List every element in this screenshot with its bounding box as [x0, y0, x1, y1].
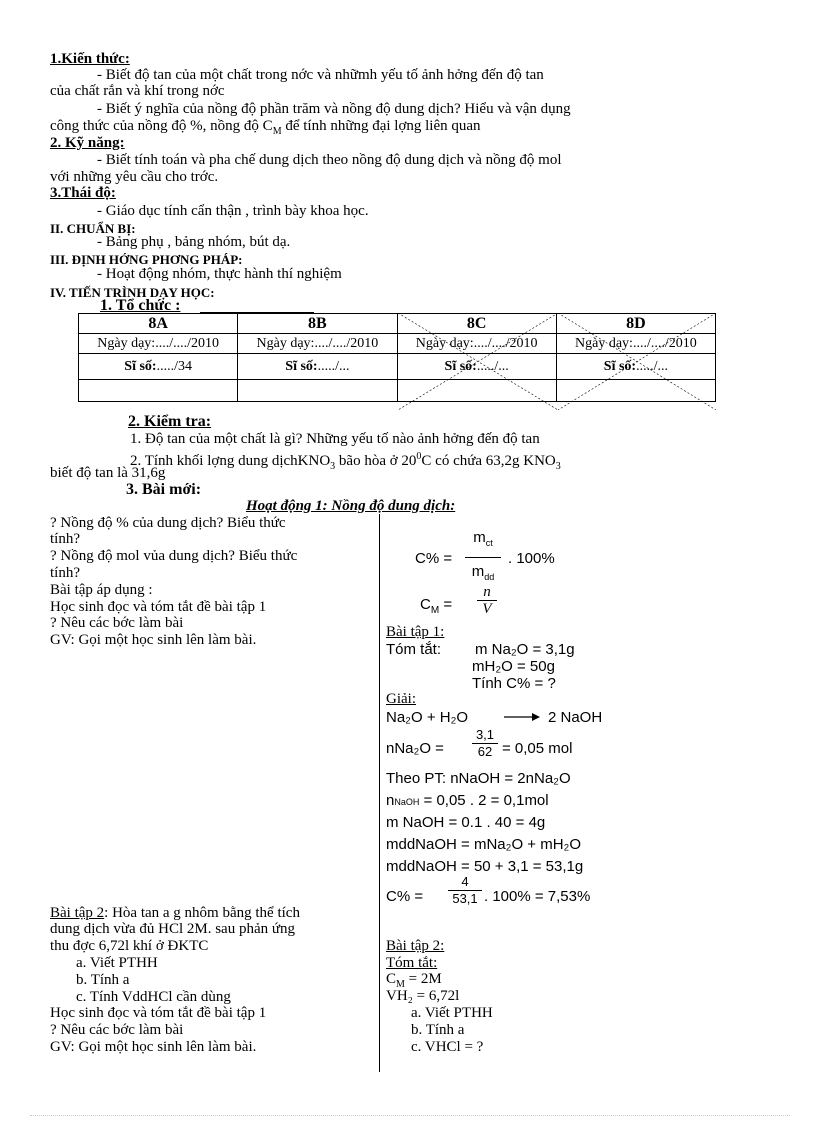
bt2-title: Bài tập 2: — [386, 938, 445, 954]
kiem-tra-title: 2. Kiểm tra: — [128, 413, 212, 430]
class-siso-cell: Sĩ số:...../... — [238, 354, 397, 380]
class-siso-cell: Sĩ số:...../... — [397, 354, 556, 380]
class-date-cell: Ngày dạy:..../..../2010 — [397, 334, 556, 354]
result-fraction: $\frac{4}{53,1}$ — [448, 874, 482, 907]
left-bt2-item: a. Viết PTHH — [76, 955, 158, 971]
left-text: GV: Gọi một học sinh lên làm bài. — [50, 1039, 257, 1055]
solution-line: mddNaOH = 50 + 3,1 = 53,1g — [386, 858, 584, 875]
bt2-given: $C_M = 2M$ — [386, 971, 442, 990]
class-siso-cell: Sĩ số:...../34 — [79, 354, 238, 380]
formula-cm-fraction: $\frac{n}{V}$ — [477, 584, 497, 617]
left-bt2-item: c. Tính VddHCl cần dùng — [76, 989, 231, 1005]
mol-na2o-right: = 0,05 mol — [502, 740, 573, 757]
left-text: ? Nêu các bớc làm bài — [50, 615, 184, 631]
class-name-cell: 8D — [556, 314, 715, 334]
solution-line: m NaOH = 0.1 . 40 = 4g — [386, 814, 546, 831]
kiem-tra-question: 1. Độ tan của một chất là gì? Những yếu tố nào ảnh hởng đến độ tan — [130, 431, 540, 447]
bt2-item: b. Tính a — [411, 1022, 465, 1038]
left-text: Học sinh đọc và tóm tắt đề bài tập 1 — [50, 1005, 267, 1021]
kien-thuc-line: - Biết ý nghĩa của nồng độ phần trăm và nồng độ dung dịch? Hiểu và vận dụng — [97, 101, 571, 117]
class-date-cell: Ngày dạy:..../..../2010 — [556, 334, 715, 354]
thai-do-line: - Giáo dục tính cẩn thận , trình bày khoa học. — [97, 203, 369, 219]
section-chuan-bi-title: II. CHUẨN BỊ: — [50, 221, 136, 236]
solution-line: nNaOH = 0,05 . 2 = 0,1mol — [386, 792, 549, 809]
section-ky-nang-title: 2. Kỹ năng: — [50, 135, 125, 151]
solution-line: mddNaOH = mNa₂O + mH₂O — [386, 836, 582, 853]
reaction-product: 2 NaOH — [548, 709, 603, 726]
left-bt2-item: b. Tính a — [76, 972, 130, 988]
phuong-phap-line: - Hoạt động nhóm, thực hành thí nghiệm — [97, 266, 342, 282]
formula-cpct-left: C% = — [415, 550, 453, 567]
kien-thuc-line: công thức của nồng độ %, nồng độ $C_M$ để tính những đại lợng liên quan — [50, 118, 481, 137]
left-text: ? Nồng độ % của dung dịch? Biểu thức — [50, 515, 286, 531]
class-date-cell: Ngày dạy:..../..../2010 — [79, 334, 238, 354]
left-bt2: Bài tập 2: Hòa tan a g nhôm bằng thể tích — [50, 905, 300, 921]
left-text: GV: Gọi một học sinh lên làm bài. — [50, 632, 257, 648]
bt1-given: m Na₂O = 3,1g — [475, 641, 575, 658]
class-name-cell: 8C — [397, 314, 556, 334]
left-bt2: thu đợc 6,72l khí ở ĐKTC — [50, 938, 209, 954]
left-text: tính? — [50, 531, 80, 547]
bt2-given: VH₂ = 6,72l — [386, 988, 460, 1004]
ky-nang-line: với những yêu cầu cho trớc. — [50, 169, 219, 185]
bt2-item: a. Viết PTHH — [411, 1005, 493, 1021]
section-thai-do-title: 3.Thái độ: — [50, 185, 116, 201]
reaction-equation: Na₂O + H₂O — [386, 709, 469, 726]
kiem-tra-question: 2. Tính khối lợng dung dịchKNO$_3$ bão hòa ở $20^0C$ có chứa 63,2g $KNO_3$ — [130, 451, 561, 472]
kien-thuc-line: - Biết độ tan của một chất trong nớc và nhữmh yếu tố ảnh hởng đến độ tan — [97, 67, 544, 83]
result-right: . 100% = 7,53% — [484, 888, 591, 905]
left-text: Bài tập áp dụng : — [50, 582, 153, 598]
left-bt2: dung dịch vừa đủ HCl 2M. sau phản ứng — [50, 921, 295, 937]
section-tien-trinh-title: IV. TIẾN TRÌNH DẠY HỌC: — [50, 285, 215, 300]
left-text: ? Nồng độ mol vủa dung dịch? Biểu thức — [50, 548, 298, 564]
page-bottom-edge — [30, 1115, 790, 1116]
column-divider — [379, 514, 380, 1072]
bt1-tomtat: Tóm tắt: — [386, 641, 442, 658]
crossed-out-columns — [398, 313, 716, 410]
arrow-right-icon — [504, 711, 540, 723]
giai-title: Giải: — [386, 691, 416, 707]
class-date-cell: Ngày dạy:..../..../2010 — [238, 334, 397, 354]
bai-moi-title: 3. Bài mới: — [126, 481, 202, 498]
kien-thuc-line: của chất rắn và khí trong nớc — [50, 83, 225, 99]
section-kien-thuc-title: 1.Kiến thức: — [50, 51, 130, 67]
section-phuong-phap-title: III. ĐỊNH HỚNG PHƠNG PHÁP: — [50, 252, 243, 267]
class-name-cell: 8B — [238, 314, 397, 334]
ky-nang-line: - Biết tính toán và pha chế dung dịch theo nồng độ dung dịch và nồng độ mol — [97, 152, 562, 168]
left-text: tính? — [50, 565, 80, 581]
to-chuc-title: 1. Tổ chức : — [100, 297, 181, 314]
left-text: Học sinh đọc và tóm tắt đề bài tập 1 — [50, 599, 267, 615]
solution-line: Theo PT: nNaOH = 2nNa₂O — [386, 770, 571, 787]
bt1-title: Bài tập 1: — [386, 624, 445, 640]
formula-cm-left: $C_M$ = — [420, 596, 453, 616]
formula-cpct-right: . 100% — [508, 550, 555, 567]
left-text: ? Nêu các bớc làm bài — [50, 1022, 184, 1038]
mol-na2o-fraction: $\frac{3,1}{62}$ — [472, 727, 498, 760]
chuan-bi-line: - Bảng phụ , bảng nhóm, bút dạ. — [97, 234, 291, 250]
hoat-dong-title: Hoạt động 1: Nồng độ dung dịch: — [246, 498, 456, 514]
formula-cpct-fraction: $m_{ct}$ $m_{dd}$ — [465, 530, 501, 585]
class-siso-cell: Sĩ số:...../... — [556, 354, 715, 380]
mol-na2o-left: nNa₂O = — [386, 740, 444, 757]
bt2-tomtat: Tóm tắt: — [386, 955, 438, 971]
result-left: C% = — [386, 888, 424, 905]
kiem-tra-question: biết độ tan là 31,6g — [50, 465, 166, 481]
bt2-item: c. VHCl = ? — [411, 1039, 484, 1055]
bt1-given: Tính C% = ? — [472, 675, 556, 692]
bt1-given: mH₂O = 50g — [472, 658, 555, 675]
class-name-cell: 8A — [79, 314, 238, 334]
